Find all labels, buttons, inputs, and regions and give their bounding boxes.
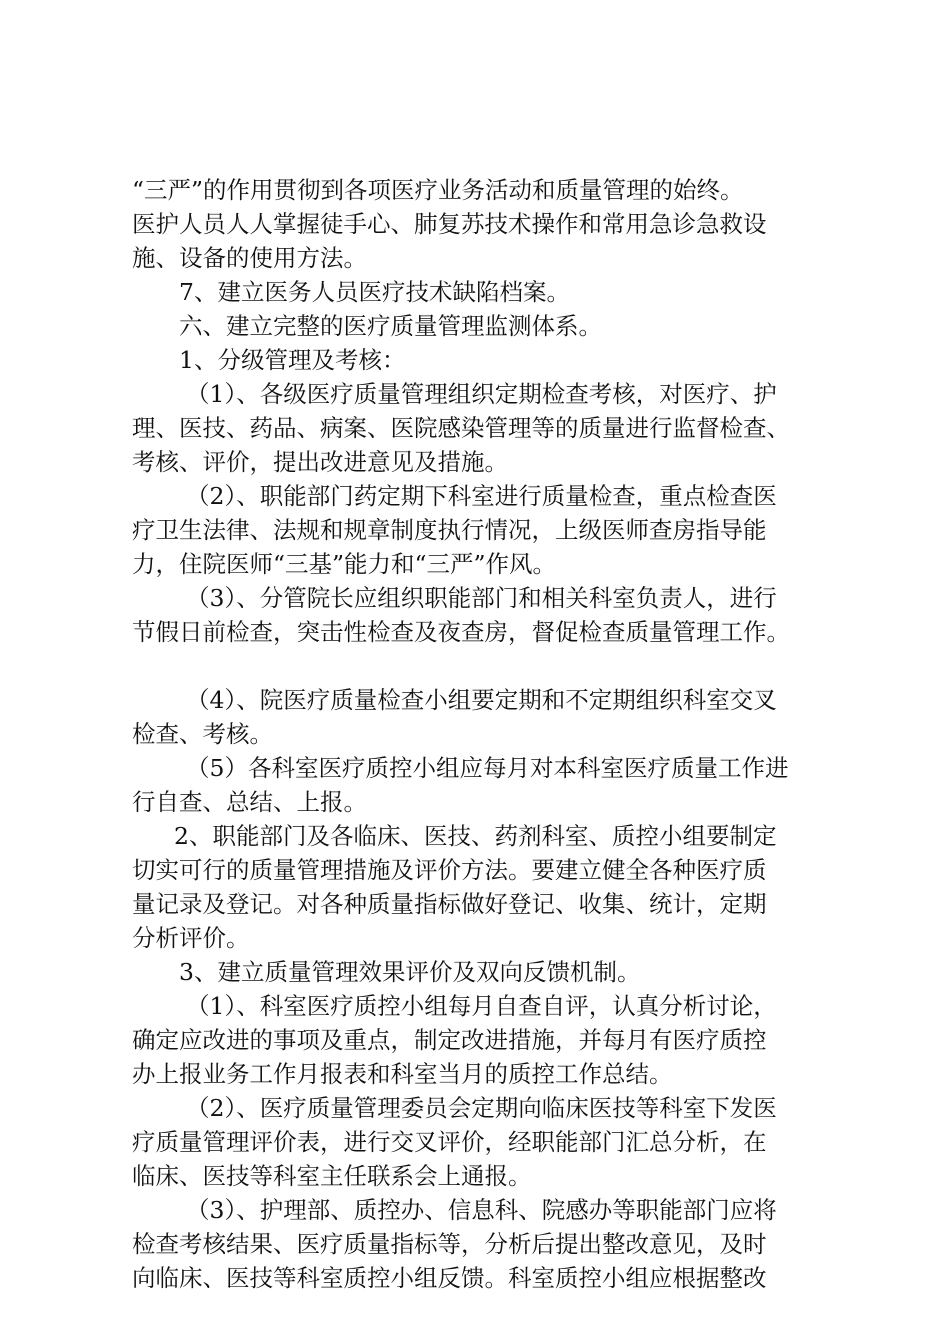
text-line: 施、设备的使用方法。 bbox=[132, 244, 367, 272]
text-line: （3）、分管院长应组织职能部门和相关科室负责人，进行 bbox=[186, 584, 777, 612]
text-line: 疗质量管理评价表，进行交叉评价，经职能部门汇总分析，在 bbox=[132, 1128, 767, 1156]
subsection-heading: 1、分级管理及考核： bbox=[179, 346, 406, 374]
text-line: 疗卫生法律、法规和规章制度执行情况，上级医师查房指导能 bbox=[132, 516, 767, 544]
text-line: （2）、职能部门药定期下科室进行质量检查，重点检查医 bbox=[186, 482, 777, 510]
text-line: 节假日前检查，突击性检查及夜查房，督促检查质量管理工作。 bbox=[132, 618, 790, 646]
section-heading: 六、建立完整的医疗质量管理监测体系。 bbox=[179, 312, 602, 340]
text-line: 临床、医技等科室主任联系会上通报。 bbox=[132, 1162, 532, 1190]
blank-line bbox=[132, 649, 852, 683]
text-line: 力，住院医师“三基”能力和“三严”作风。 bbox=[132, 550, 557, 578]
body-text bbox=[132, 173, 852, 1295]
subsection-heading: 2、职能部门及各临床、医技、药剂科室、质控小组要制定 bbox=[174, 822, 777, 850]
text-line: 确定应改进的事项及重点，制定改进措施，并每月有医疗质控 bbox=[132, 1026, 767, 1054]
text-line: “三严”的作用贯彻到各项医疗业务活动和质量管理的始终。 bbox=[132, 176, 744, 204]
text-line: 量记录及登记。对各种质量指标做好登记、收集、统计，定期 bbox=[132, 890, 767, 918]
text-line: （2）、医疗质量管理委员会定期向临床医技等科室下发医 bbox=[186, 1094, 777, 1122]
subsection-heading: 3、建立质量管理效果评价及双向反馈机制。 bbox=[179, 958, 641, 986]
text-line: 7、建立医务人员医疗技术缺陷档案。 bbox=[179, 278, 570, 306]
text-line: （1）、各级医疗质量管理组织定期检查考核，对医疗、护 bbox=[186, 380, 777, 408]
text-line: （4）、院医疗质量检查小组要定期和不定期组织科室交叉 bbox=[186, 686, 777, 714]
text-line: （3）、护理部、质控办、信息科、院感办等职能部门应将 bbox=[186, 1196, 777, 1224]
text-line: 切实可行的质量管理措施及评价方法。要建立健全各种医疗质 bbox=[132, 856, 767, 884]
text-line: 向临床、医技等科室质控小组反馈。科室质控小组应根据整改 bbox=[132, 1264, 767, 1292]
text-line: 考核、评价，提出改进意见及措施。 bbox=[132, 448, 508, 476]
text-line: 办上报业务工作月报表和科室当月的质控工作总结。 bbox=[132, 1060, 673, 1088]
text-line: （5）各科室医疗质控小组应每月对本科室医疗质量工作进 bbox=[186, 754, 789, 782]
text-line: 检查考核结果、医疗质量指标等，分析后提出整改意见，及时 bbox=[132, 1230, 767, 1258]
text-line: （1）、科室医疗质控小组每月自查自评，认真分析讨论， bbox=[186, 992, 777, 1020]
text-line: 分析评价。 bbox=[132, 924, 250, 952]
text-line: 理、医技、药品、病案、医院感染管理等的质量进行监督检查、 bbox=[132, 414, 790, 442]
text-line: 检查、考核。 bbox=[132, 720, 273, 748]
text-line: 行自查、总结、上报。 bbox=[132, 788, 367, 816]
text-line: 医护人员人人掌握徒手心、肺复苏技术操作和常用急诊急救设 bbox=[132, 210, 767, 238]
